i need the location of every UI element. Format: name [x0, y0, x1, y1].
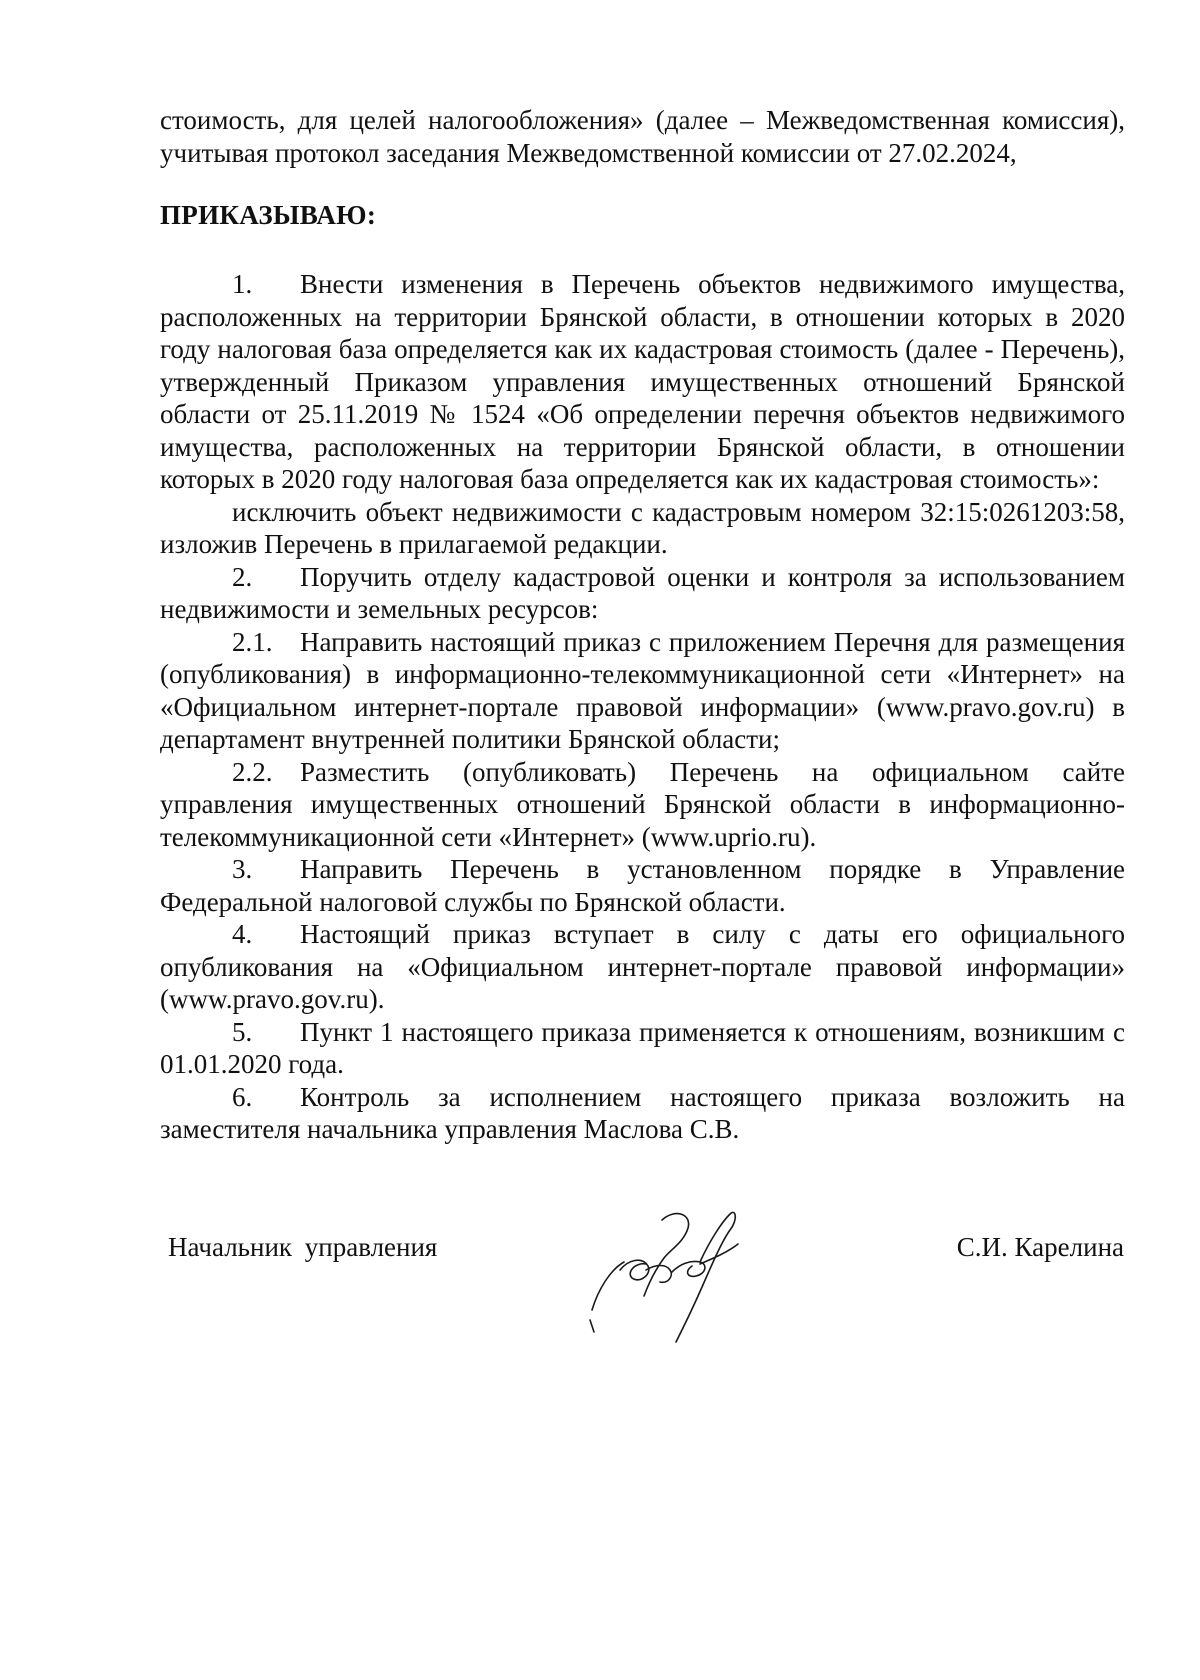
- item-text: Поручить отделу кадастровой оценки и контроля за использованием недвижимости и земельных ресурсов:: [160, 561, 1125, 624]
- item-2-2: [160, 756, 1125, 854]
- item-text: Настоящий приказ вступает в силу с даты его официального опубликования на «Официальном интернет-портале правовой информации» (www.pravo.gov.ru).: [160, 919, 1125, 1014]
- item-text: Внести изменения в Перечень объектов недвижимого имущества, расположенных на территории Брянской области, в отношении которых в 2020 году налоговая база определяется как их кадастровая стоимость (далее - Перечень), утвержденный Приказом управления имущественных отношений Брянской области от 25.11.2019 № 1524 «Об определении перечня объектов недвижимого имущества, расположенных на территории Брянской области, в отношении которых в 2020 году налоговая база определяется как их кадастровая стоимость»:: [160, 269, 1125, 494]
- item-2: [160, 561, 1125, 626]
- item-5: [160, 1016, 1125, 1081]
- item-1: [160, 268, 1125, 496]
- item-number: 5.: [232, 1016, 253, 1047]
- item-text: Направить настоящий приказ с приложением Перечня для размещения (опубликования) в информационно-телекоммуникационной сети «Интернет» на «Официальном интернет-портале правовой информации» (www.pravo.gov.ru) в департамент внутренней политики Брянской области;: [160, 626, 1125, 754]
- item-4: [160, 918, 1125, 1016]
- item-text: Разместить (опубликовать) Перечень на официальном сайте управления имущественных отношений Брянской области в информационно-телекоммуникационной сети «Интернет» (www.uprio.ru).: [160, 756, 1125, 852]
- item-text: Пункт 1 настоящего приказа применяется к отношениям, возникшим с 01.01.2020 года.: [160, 1016, 1125, 1079]
- item-number: 2.: [232, 561, 253, 592]
- handwritten-signature-icon: [580, 1200, 780, 1350]
- order-heading: ПРИКАЗЫВАЮ:: [160, 200, 377, 230]
- order-items: [160, 268, 1125, 1146]
- item-number: 6.: [232, 1081, 253, 1112]
- item-number: 3.: [232, 854, 253, 884]
- item-3: [160, 853, 1125, 918]
- signatory-name: С.И. Карелина: [956, 1232, 1124, 1262]
- item-1-continuation: [160, 496, 1125, 561]
- intro-text: стоимость, для целей налогообложения» (далее – Межведомственная комиссия), учитывая протокол заседания Межведомственной комиссии от 27.02.2024,: [160, 105, 1125, 168]
- intro-paragraph: [160, 104, 1125, 169]
- item-number: 4.: [232, 919, 253, 949]
- item-number: 1.: [232, 269, 253, 299]
- item-number: 2.2.: [232, 756, 273, 787]
- item-2-1: [160, 626, 1125, 756]
- item-number: 2.1.: [232, 626, 273, 657]
- item-6: [160, 1081, 1125, 1146]
- item-text: исключить объект недвижимости с кадастровым номером 32:15:0261203:58, изложив Перечень в прилагаемой редакции.: [160, 496, 1125, 559]
- item-text: Контроль за исполнением настоящего приказа возложить на заместителя начальника управления Маслова С.В.: [160, 1081, 1125, 1144]
- signatory-title: Начальник управления: [168, 1232, 438, 1262]
- item-text: Направить Перечень в установленном порядке в Управление Федеральной налоговой службы по Брянской области.: [160, 854, 1125, 917]
